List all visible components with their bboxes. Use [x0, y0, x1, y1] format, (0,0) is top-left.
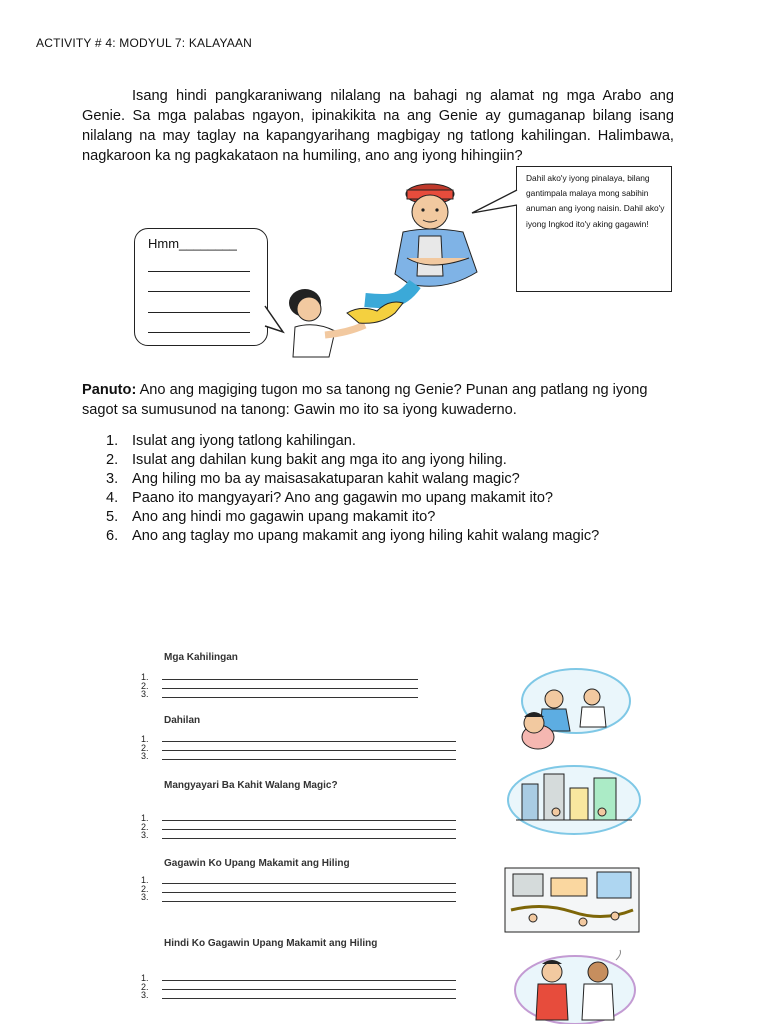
question-item [106, 489, 706, 508]
question-item [106, 470, 706, 489]
bubble-write-line [148, 271, 250, 272]
answer-line [162, 892, 456, 893]
answer-line [162, 989, 456, 990]
answer-line [162, 820, 456, 821]
section-title-hindi-gagawin: Hindi Ko Gagawin Upang Makamit ang Hiling [164, 938, 378, 949]
question-text: Ano ang taglay mo upang makamit ang iyong hiling kahit walang magic? [132, 528, 600, 544]
instructions-label: Panuto: [82, 382, 137, 398]
bubble-write-line [148, 291, 250, 292]
answer-line [162, 980, 456, 981]
question-text: Isulat ang dahilan kung bakit ang mga ito ang iyong hiling. [132, 452, 507, 468]
section-title-gagawin: Gagawin Ko Upang Makamit ang Hiling [164, 858, 350, 869]
instructions [82, 380, 682, 420]
question-text: Ang hiling mo ba ay maisasakatuparan kahit walang magic? [132, 471, 520, 487]
intro-paragraph [82, 86, 674, 166]
answer-line [162, 697, 418, 698]
section-numbers: 1. 2. 3. [141, 813, 149, 840]
bubble-write-line [148, 332, 250, 333]
answer-line [162, 829, 456, 830]
answer-line [162, 688, 418, 689]
section-title-dahilan: Dahilan [164, 715, 201, 726]
child-with-lamp-illustration [285, 285, 415, 360]
thinking-child-illustration [508, 665, 638, 750]
section-title-kahilingan: Mga Kahilingan [164, 652, 238, 663]
intro-text: Isang hindi pangkaraniwang nilalang na bahagi ng alamat ng mga Arabo ang Genie. Sa mga palabas ngayon, ipinakikita na ang Genie ay gumaganap bilang isang nilalang na may taglay na kapangyarihang magbigay ng tatlong kahilingan. Halimbawa, nagkaroon ka ng pagkakataon na humiling, ano ang iyong hihingiin? [82, 88, 674, 164]
question-item [106, 451, 706, 470]
question-item [106, 527, 706, 546]
question-item [106, 432, 706, 451]
bubble-write-line [148, 312, 250, 313]
question-number: 1. [106, 433, 119, 449]
community-scene-illustration [503, 866, 641, 934]
answer-line [162, 679, 418, 680]
question-text: Paano ito mangyayari? Ano ang gagawin mo upang makamit ito? [132, 490, 554, 506]
instructions-text: Ano ang magiging tugon mo sa tanong ng Genie? Punan ang patlang ng iyong sagot sa sumusunod na tanong: Gawin mo ito sa iyong kuwaderno. [82, 382, 648, 418]
section-numbers: 1. 2. 3. [141, 672, 149, 699]
question-number: 3. [106, 471, 119, 487]
answer-line [162, 838, 456, 839]
answer-line [162, 759, 456, 760]
hmm-text: Hmm________ [148, 236, 237, 251]
city-scene-illustration [506, 764, 642, 836]
question-number: 4. [106, 490, 119, 506]
answer-line [162, 750, 456, 751]
answer-line [162, 998, 456, 999]
answer-line [162, 741, 456, 742]
section-title-mangyayari: Mangyayari Ba Kahit Walang Magic? [164, 780, 338, 791]
questions-list [106, 432, 706, 546]
question-item [106, 508, 706, 527]
answer-line [162, 883, 456, 884]
answer-line [162, 901, 456, 902]
child-bubble-tail [250, 300, 290, 350]
genie-speech-text: Dahil ako'y iyong pinalaya, bilang gantimpala malaya mong sabihin anuman ang iyong naisin. Dahil ako'y iyong Ingkod ito'y aking gagawin! [526, 173, 665, 229]
question-number: 6. [106, 528, 119, 544]
section-numbers: 1. 2. 3. [141, 734, 149, 761]
section-numbers: 1. 2. 3. [141, 875, 149, 902]
section-numbers: 1. 2. 3. [141, 973, 149, 1000]
activity-header: ACTIVITY # 4: MODYUL 7: KALAYAAN [36, 36, 253, 50]
two-boys-illustration [512, 950, 638, 1024]
question-text: Isulat ang iyong tatlong kahilingan. [132, 433, 356, 449]
question-number: 2. [106, 452, 119, 468]
question-text: Ano ang hindi mo gagawin upang makamit ito? [132, 509, 436, 525]
question-number: 5. [106, 509, 119, 525]
